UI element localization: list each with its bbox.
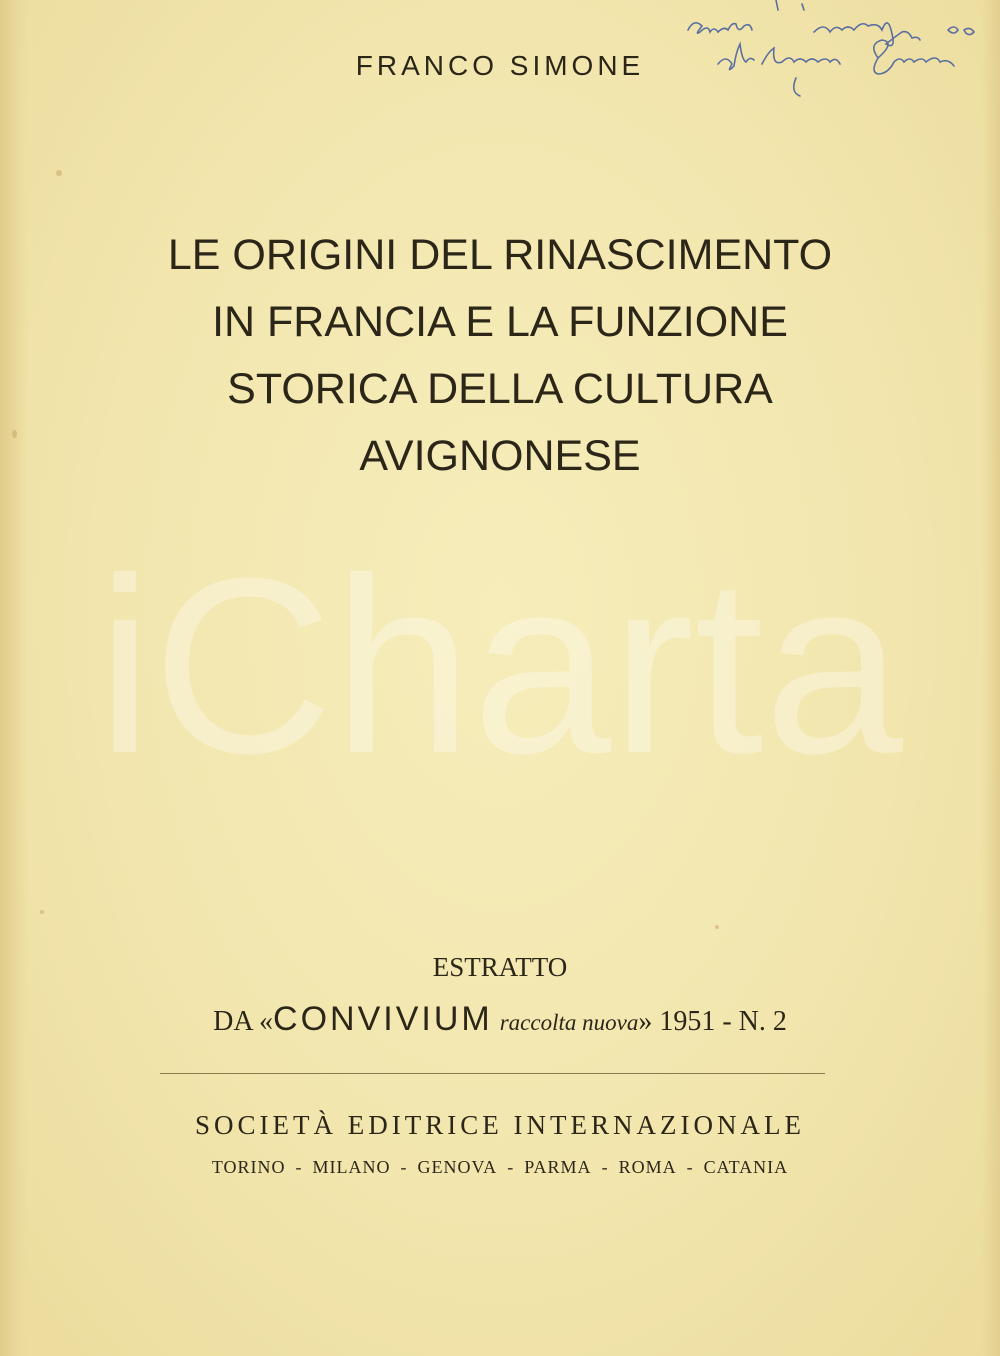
publisher-name: SOCIETÀ EDITRICE INTERNAZIONALE [195,1110,805,1140]
city-separator: - [601,1157,609,1177]
city-separator: - [507,1157,515,1177]
handwritten-dedication [678,0,1000,110]
title-line-4: AVIGNONESE [359,432,641,480]
source-prefix: DA « [213,1006,274,1037]
source-suffix: » 1951 - N. 2 [638,1006,787,1037]
city: ROMA [618,1157,677,1177]
source-citation [150,1000,850,1039]
journal-subtitle: raccolta nuova [499,1010,639,1035]
title-line-1: LE ORIGINI DEL RINASCIMENTO [167,231,833,279]
city: MILANO [312,1157,391,1177]
divider-rule [160,1073,825,1074]
foxing-spot [56,170,62,176]
city: PARMA [524,1157,592,1177]
city-separator: - [400,1157,408,1177]
title-line-2: IN FRANCIA E LA FUNZIONE [212,298,788,346]
city-separator: - [686,1157,694,1177]
book-title [100,222,900,490]
paper-edge-right [982,0,1000,1356]
city: CATANIA [703,1157,789,1177]
title-line-3: STORICA DELLA CULTURA [227,365,773,413]
publisher-cities [150,1157,850,1178]
city: GENOVA [417,1157,498,1177]
foxing-spot [40,910,44,914]
paper-edge-left [0,0,28,1356]
foxing-spot [12,430,17,438]
foxing-spot [715,925,719,929]
extract-label: ESTRATTO [432,952,568,982]
city-separator: - [295,1157,303,1177]
journal-name: CONVIVIUM [273,1000,493,1038]
city: TORINO [211,1157,286,1177]
watermark-text: iCharta [97,526,903,805]
author-name: FRANCO SIMONE [355,50,645,81]
